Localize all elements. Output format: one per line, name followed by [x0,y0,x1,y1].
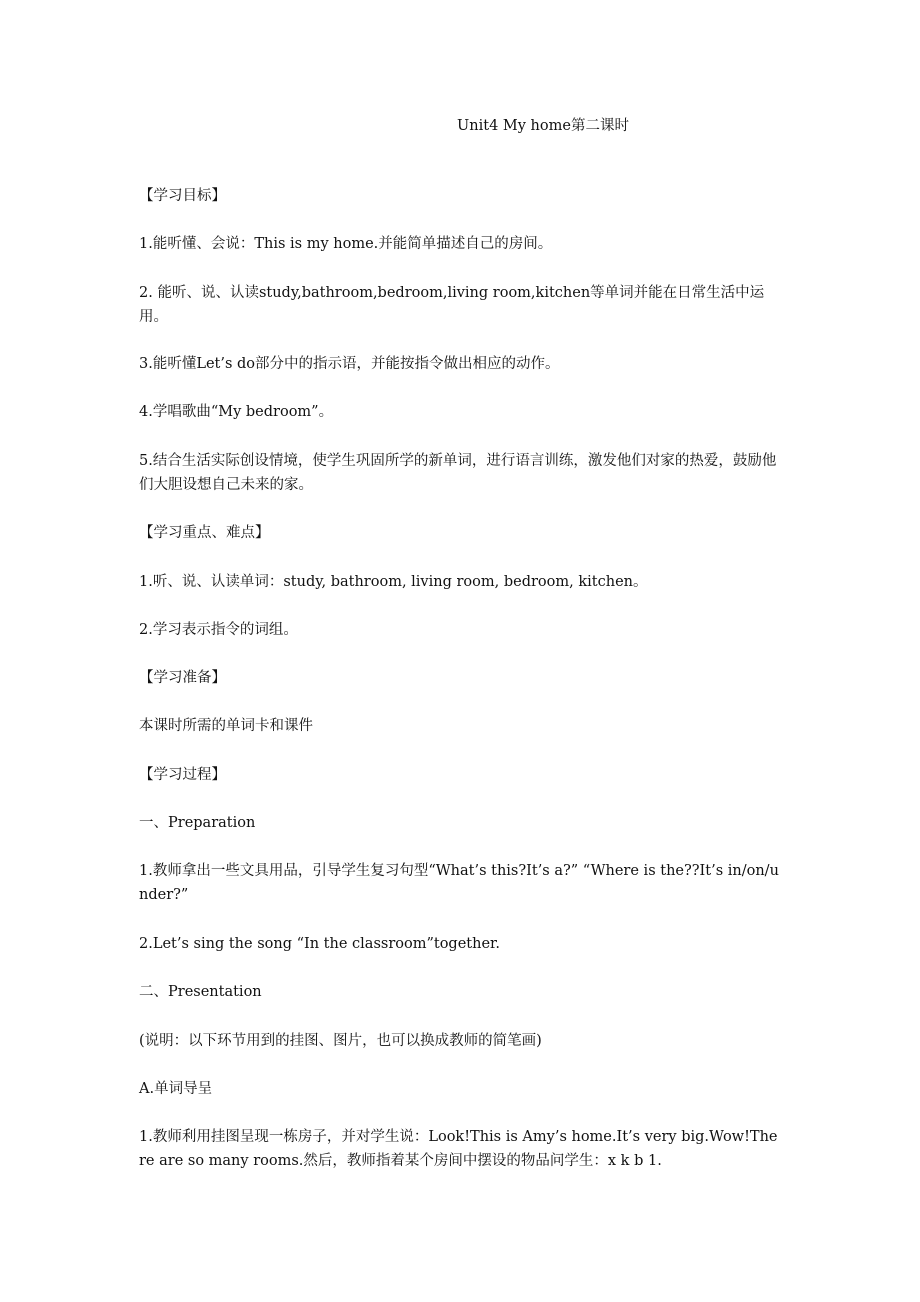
step-heading-preparation: 一、Preparation [139,815,256,831]
presentation-note: (说明：以下环节用到的挂图、图片，也可以换成教师的简笔画) [139,1033,542,1049]
section-heading-key-points: 【学习重点、难点】 [139,525,270,541]
key-point-1: 1.听、说、认读单词：study, bathroom, living room, bedroom, kitchen。 [139,574,648,590]
objective-2: 2. 能听、说、认读study,bathroom,bedroom,living room,kitchen等单词并能在日常生活中运用。 [139,285,765,325]
objective-4: 4.学唱歌曲“My bedroom”。 [139,404,334,420]
presentation-step-1: 1.教师利用挂图呈现一栋房子，并对学生说：Look!This is Amy’s home.It’s very big.Wow!There are so many rooms.然后，教师指着某个房间中摆设的物品问学生：x k b 1. [139,1129,778,1169]
document-title: Unit4 My home第二课时 [457,118,629,134]
key-point-2: 2.学习表示指令的词组。 [139,622,298,638]
subsection-word-introduction: A.单词导呈 [139,1081,213,1097]
preparation-step-2: 2.Let’s sing the song “In the classroom”together. [139,936,500,952]
objective-1: 1.能听懂、会说：This is my home.并能简单描述自己的房间。 [139,236,553,252]
preparation-text: 本课时所需的单词卡和课件 [139,718,313,734]
objective-3: 3.能听懂Let’s do部分中的指示语，并能按指令做出相应的动作。 [139,356,560,372]
section-heading-preparation: 【学习准备】 [139,670,226,686]
section-heading-objectives: 【学习目标】 [139,188,226,204]
step-heading-presentation: 二、Presentation [139,984,262,1000]
section-heading-process: 【学习过程】 [139,767,226,783]
preparation-step-1: 1.教师拿出一些文具用品，引导学生复习句型“What’s this?It’s a?” “Where is the??It’s in/on/under?” [139,863,779,903]
objective-5: 5.结合生活实际创设情境，使学生巩固所学的新单词，进行语言训练，激发他们对家的热爱，鼓励他们大胆设想自己未来的家。 [139,453,777,493]
